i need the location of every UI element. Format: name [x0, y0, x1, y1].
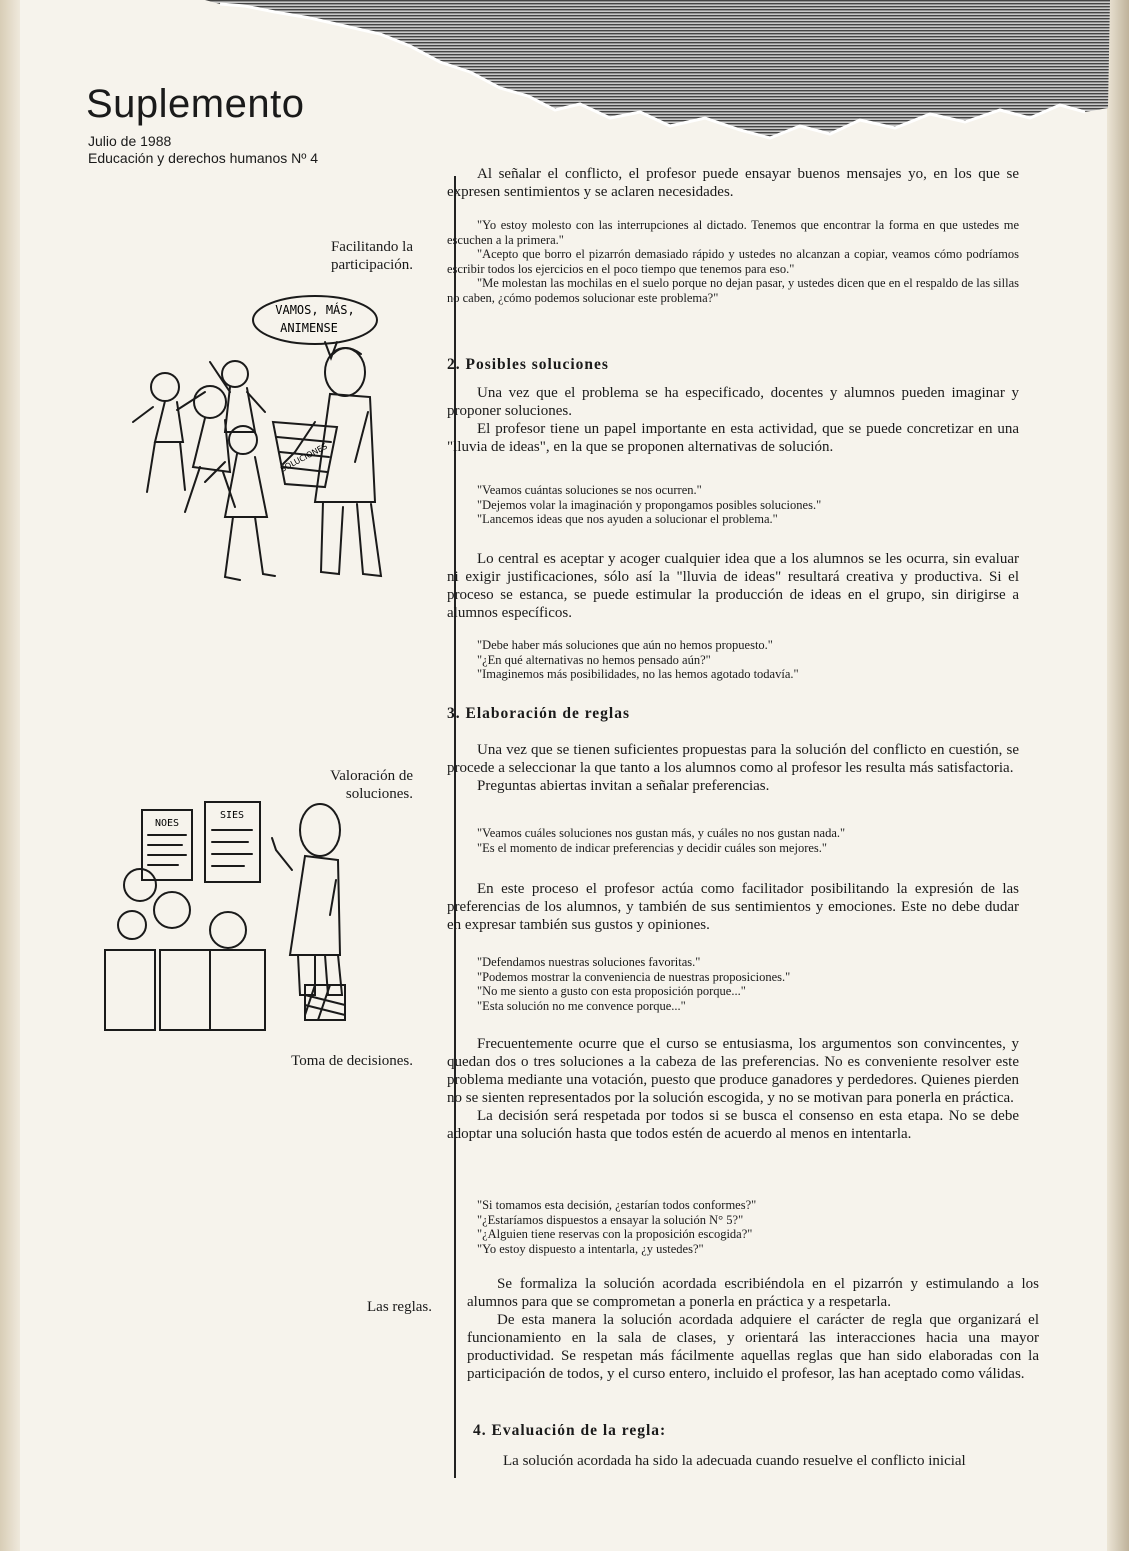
- caption-valuation: Valoración de soluciones.: [330, 768, 413, 802]
- poster-left-label: NOES: [154, 818, 180, 829]
- quotes-block-3: [447, 638, 1019, 682]
- quote: "Esta solución no me convence porque...": [477, 998, 686, 1013]
- section-heading-2: 2. Posibles soluciones: [447, 356, 609, 373]
- speech-text: VAMOS, MÁS,: [275, 303, 355, 317]
- quotes-block-1: [447, 218, 1019, 305]
- paragraph: En este proceso el profesor actúa como facilitador posibilitando la expresión de las preferencias de los alumnos, y también de sus sentimientos y emociones. Este no debe dudar en expresar también sus gustos y opiniones.: [447, 881, 1019, 933]
- page-left-edge: [0, 0, 20, 1551]
- quotes-block-6: [447, 1198, 1019, 1256]
- quote: "Debe haber más soluciones que aún no hemos propuesto.": [477, 638, 773, 652]
- illustration-valuation: [100, 790, 390, 1035]
- poster-right-label: SIES: [219, 810, 245, 821]
- paragraph: La solución acordada ha sido la adecuada cuando resuelve el conflicto inicial: [503, 1453, 966, 1469]
- quote: "Imaginemos más posibilidades, no las hemos agotado todavía.": [477, 667, 799, 681]
- quote: "¿En qué alternativas no hemos pensado aún?": [477, 652, 711, 667]
- issue-name: Educación y derechos humanos Nº 4: [88, 150, 319, 166]
- intro-paragraph: Al señalar el conflicto, el profesor puede ensayar buenos mensajes yo, en los que se expresen sentimientos y se aclaren necesidades.: [447, 166, 1019, 200]
- speech-text-2: ANIMENSE: [280, 321, 338, 335]
- quote: "Veamos cuáles soluciones nos gustan más, y cuáles no nos gustan nada.": [477, 826, 846, 840]
- paragraph: Lo central es aceptar y acoger cualquier idea que a los alumnos se les ocurra, sin evaluar ni exigir justificaciones, sólo así la "lluvia de ideas" resultará creativa y productiva. Si el proceso se estanca, se puede estimular la producción de ideas en el grupo, sin dirigirse a alumnos específicos.: [447, 551, 1019, 621]
- quote: "Es el momento de indicar preferencias y decidir cuáles son mejores.": [477, 840, 828, 855]
- quote: "Yo estoy molesto con las interrupciones al dictado. Tenemos que encontrar la forma en que ustedes me escuchen a la primera.": [447, 218, 1019, 247]
- illustration-participation: [125, 292, 415, 592]
- quote: "¿Alguien tiene reservas con la proposición escogida?": [477, 1227, 753, 1241]
- quote: "Lancemos ideas que nos ayuden a solucionar el problema.": [477, 512, 778, 526]
- quote: "Me molestan las mochilas en el suelo porque no dejan pasar, y ustedes dicen que en el respaldo de las sillas no caben, ¿cómo podemos solucionar este problema?": [447, 276, 1019, 305]
- paragraph: Frecuentemente ocurre que el curso se entusiasma, los argumentos son convincentes, y quedan dos o tres soluciones a la cabeza de las preferencias. No es conveniente resolver este problema mediante una votación, puesto que produce ganadores y perdedores. Quienes pierden no se sienten representados por la solución escogida, y no se motivan para ponerla en práctica.: [447, 1036, 1019, 1106]
- paragraph: Una vez que se tienen suficientes propuestas para la solución del conflicto en cuestión, se procede a seleccionar la que tanto a los alumnos como al profesor les resulta más satisfactoria.: [447, 742, 1019, 776]
- quote: "Defendamos nuestras soluciones favoritas.": [477, 955, 701, 969]
- paragraph: Preguntas abiertas invitan a señalar preferencias.: [477, 778, 770, 794]
- paragraph: Se formaliza la solución acordada escribiéndola en el pizarrón y estimulando a los alumnos para que se comprometan a ponerla en práctica y a respetarla.: [467, 1276, 1039, 1310]
- issue-date: Julio de 1988: [88, 133, 172, 149]
- caption-participation: Facilitando la participación.: [330, 239, 413, 273]
- quotes-block-2: [447, 483, 1019, 527]
- paragraph: Una vez que el problema se ha especificado, docentes y alumnos pueden imaginar y proponer soluciones.: [447, 385, 1019, 419]
- quote: "Veamos cuántas soluciones se nos ocurren.": [477, 483, 702, 497]
- paragraph: La decisión será respetada por todos si se busca el consenso en esta etapa. No se debe adoptar una solución hasta que todos estén de acuerdo al menos en intentarla.: [447, 1108, 1019, 1142]
- quote: "¿Estaríamos dispuestos a ensayar la solución N° 5?": [477, 1212, 744, 1227]
- page-right-edge: [1107, 0, 1129, 1551]
- paragraph: De esta manera la solución acordada adquiere el carácter de regla que organizará el funcionamiento en la sala de clases, y orientará las interacciones hacia una mayor productividad. Se respetan más fácilmente aquellas reglas que han sido elaboradas con la participación de todos, y el curso entero, incluido el profesor, las han aceptado como válidas.: [467, 1312, 1039, 1382]
- caption-rules: Las reglas.: [367, 1299, 432, 1315]
- quote: "Acepto que borro el pizarrón demasiado rápido y ustedes no alcanzan a copiar, veamos cómo podríamos escribir todos los ejercicios en el poco tiempo que tenemos para eso.": [447, 247, 1019, 276]
- supplement-title: Suplemento: [86, 82, 305, 126]
- basket-label: SOLUCIONES: [278, 441, 329, 474]
- quote: "Yo estoy dispuesto a intentarla, ¿y ustedes?": [477, 1241, 704, 1256]
- quotes-block-5: [447, 955, 1019, 1013]
- paragraph: El profesor tiene un papel importante en esta actividad, que se puede concretizar en una "lluvia de ideas", en la que se proponen alternativas de solución.: [447, 421, 1019, 455]
- quote: "No me siento a gusto con esta proposición porque...": [477, 984, 746, 998]
- article-column: [447, 0, 1039, 1551]
- quote: "Dejemos volar la imaginación y propongamos posibles soluciones.": [477, 497, 822, 512]
- caption-decision: Toma de decisiones.: [291, 1053, 413, 1069]
- quote: "Podemos mostrar la conveniencia de nuestras proposiciones.": [477, 969, 791, 984]
- quote: "Si tomamos esta decisión, ¿estarían todos conformes?": [477, 1198, 757, 1212]
- section-heading-3: 3. Elaboración de reglas: [447, 705, 631, 722]
- section-heading-4: 4. Evaluación de la regla:: [473, 1422, 667, 1439]
- quotes-block-4: [447, 826, 1019, 855]
